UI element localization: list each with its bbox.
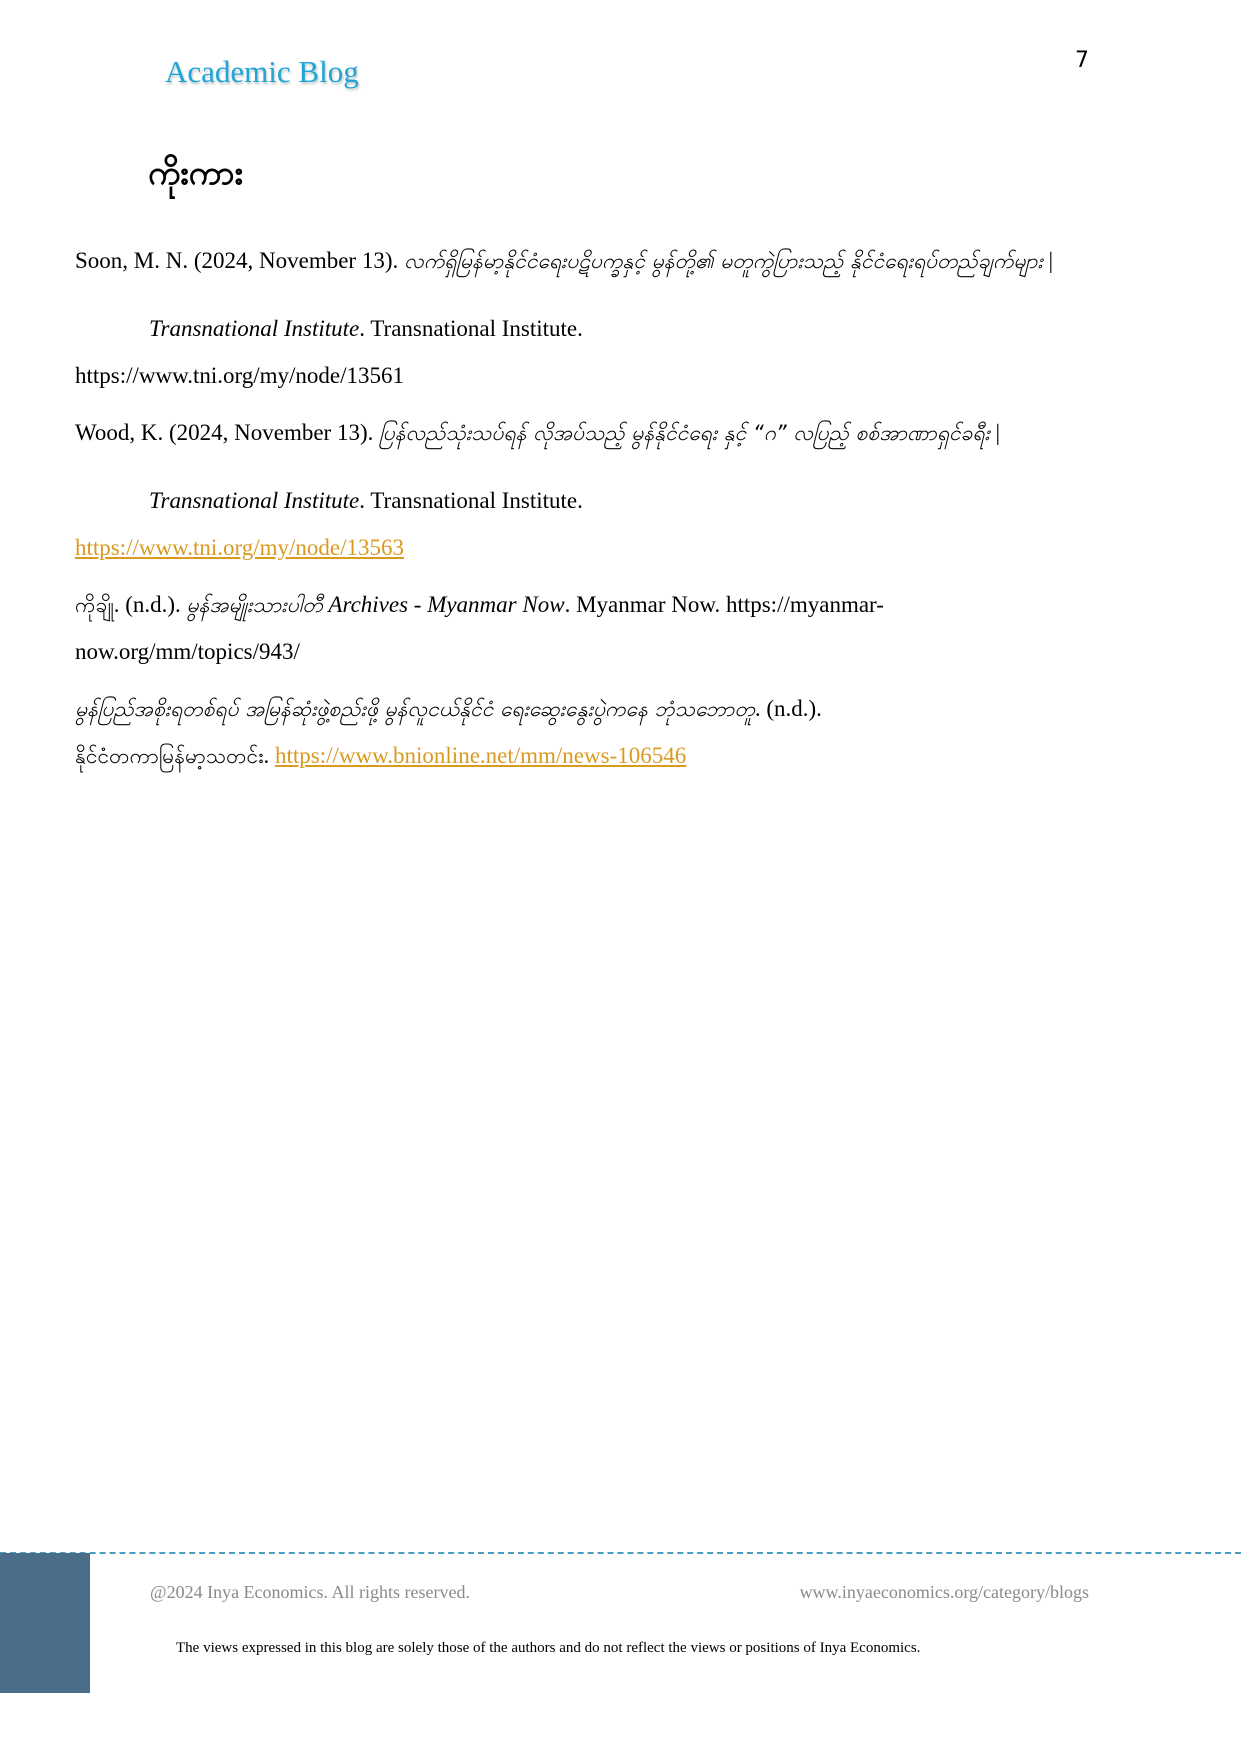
blog-title: Academic Blog	[165, 54, 359, 89]
reference-item	[75, 675, 1075, 779]
reference-link[interactable]: https://www.tni.org/my/node/13563	[75, 535, 405, 560]
reference-title: လက်ရှိမြန်မာ့နိုင်ငံရေးပဋိပက္ခနှင့် မွန်တို့၏ မတူကွဲပြားသည့် နိုင်ငံရေးရပ်တည်ချက်များ	[404, 249, 1043, 273]
reference-publisher: . Transnational Institute.	[359, 316, 583, 341]
reference-separator: .	[263, 743, 276, 768]
reference-author: ကိုချို	[75, 593, 114, 617]
reference-list	[75, 245, 1075, 779]
reference-title: ပြန်လည်သုံးသပ်ရန် လိုအပ်သည့် မွန်နိုင်ငံရေး နှင့် “ဂ” လပြည့် စစ်အာဏာရှင်ခရီး	[379, 421, 990, 445]
reference-date: . (n.d.).	[113, 592, 187, 617]
section-heading: ကိုးကား	[148, 153, 243, 192]
footer-divider	[0, 1552, 1241, 1554]
reference-item	[75, 571, 1075, 675]
footer-copyright: @2024 Inya Economics. All rights reserved.	[150, 1582, 471, 1602]
reference-item	[75, 399, 1075, 571]
reference-site: Transnational Institute	[149, 316, 360, 341]
page-number: 7	[1075, 48, 1089, 73]
reference-title-rest: Archives - Myanmar Now	[322, 592, 565, 617]
reference-title: မွန်ပြည်အစိုးရတစ်ရပ် အမြန်ဆုံးဖွဲ့စည်းဖို့ မွန်လူငယ်နိုင်ငံ ရေးဆွေးနွေးပွဲကနေ ဘုံသဘောတူ	[75, 697, 755, 721]
reference-separator: |	[989, 420, 1001, 445]
reference-link[interactable]: https://www.bnionline.net/mm/news-106546	[275, 743, 687, 768]
reference-site: Transnational Institute	[149, 488, 360, 513]
reference-item	[75, 227, 1075, 399]
reference-date: . (n.d.).	[754, 696, 822, 721]
reference-url: https://www.tni.org/my/node/13561	[75, 363, 405, 388]
footer-disclaimer: The views expressed in this blog are solely those of the authors and do not reflect the views or positions of Inya Economics.	[176, 1640, 921, 1656]
reference-title: မွန်အမျိုးသားပါတီ	[186, 593, 323, 617]
footer-url: www.inyaeconomics.org/category/blogs	[799, 1582, 1089, 1602]
reference-author-date: Soon, M. N. (2024, November 13).	[75, 248, 404, 273]
footer-color-block	[0, 1553, 90, 1693]
reference-publisher: နိုင်ငံတကာမြန်မာ့သတင်း	[75, 744, 264, 768]
reference-url: now.org/mm/topics/943/	[75, 639, 300, 664]
reference-publisher: . Transnational Institute.	[359, 488, 583, 513]
reference-separator: |	[1042, 248, 1054, 273]
reference-author-date: Wood, K. (2024, November 13).	[75, 420, 380, 445]
reference-publisher: . Myanmar Now. https://myanmar-	[564, 592, 884, 617]
